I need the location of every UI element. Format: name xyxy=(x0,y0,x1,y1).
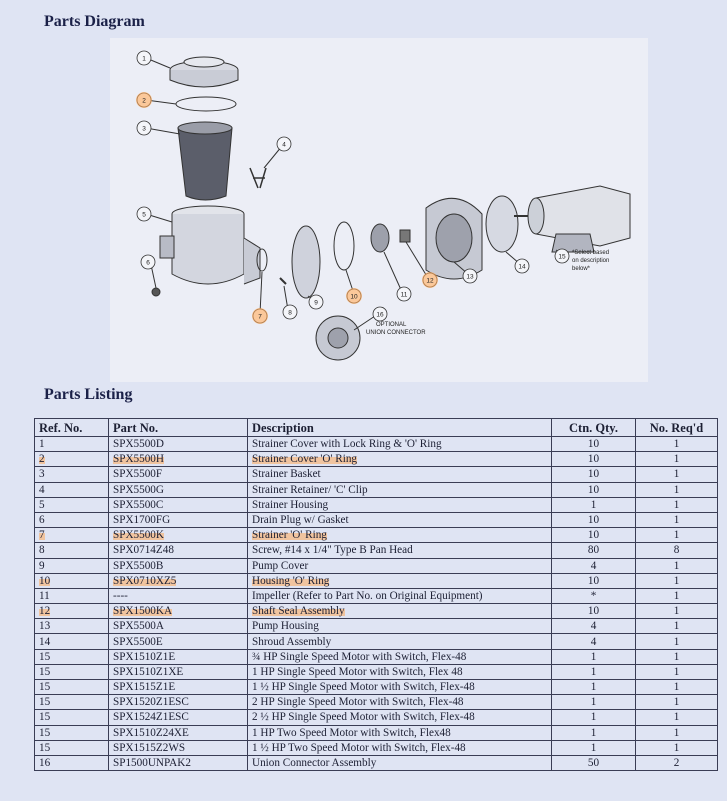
table-row xyxy=(35,710,718,725)
cell-ref-no: 4 xyxy=(35,482,109,497)
callout-7: 7 xyxy=(258,313,262,321)
callout-8: 8 xyxy=(288,309,292,317)
cell-description xyxy=(248,604,552,619)
header-no-reqd: No. Req'd xyxy=(636,419,718,437)
parts-diagram xyxy=(110,38,648,382)
cell-description: Screw, #14 x 1/4" Type B Pan Head xyxy=(248,543,552,558)
parts-table-body xyxy=(35,437,718,771)
cell-no-reqd: 1 xyxy=(636,740,718,755)
cell-no-reqd: 1 xyxy=(636,725,718,740)
cell-no-reqd: 1 xyxy=(636,619,718,634)
table-row xyxy=(35,725,718,740)
callout-2: 2 xyxy=(142,97,146,105)
cell-ctn-qty: 1 xyxy=(552,695,636,710)
cell-no-reqd: 1 xyxy=(636,528,718,543)
header-part-no: Part No. xyxy=(109,419,248,437)
cell-description: 1 ½ HP Single Speed Motor with Switch, Flex-48 xyxy=(248,680,552,695)
cell-ref-no: 9 xyxy=(35,558,109,573)
cell-ref-no: 11 xyxy=(35,588,109,603)
table-row xyxy=(35,543,718,558)
motor-note-line-3: below* xyxy=(572,266,591,272)
cell-ctn-qty: 80 xyxy=(552,543,636,558)
cell-ctn-qty: 50 xyxy=(552,755,636,770)
cell-ctn-qty: 1 xyxy=(552,740,636,755)
cell-part-no: SPX5500A xyxy=(109,619,248,634)
cell-no-reqd: 2 xyxy=(636,755,718,770)
cell-description: Strainer Basket xyxy=(248,467,552,482)
cell-ctn-qty: 10 xyxy=(552,452,636,467)
cell-no-reqd: 1 xyxy=(636,649,718,664)
table-row xyxy=(35,497,718,512)
cell-part-no: SPX5500B xyxy=(109,558,248,573)
table-row xyxy=(35,467,718,482)
table-row xyxy=(35,482,718,497)
cell-no-reqd: 1 xyxy=(636,558,718,573)
table-row xyxy=(35,664,718,679)
cell-no-reqd: 1 xyxy=(636,710,718,725)
cell-ref-no: 16 xyxy=(35,755,109,770)
cell-ctn-qty: 10 xyxy=(552,482,636,497)
cell-description xyxy=(248,528,552,543)
cell-part-no: SPX5500D xyxy=(109,437,248,452)
highlight-mark: Strainer Cover 'O' Ring xyxy=(252,453,358,466)
table-header-row xyxy=(35,419,718,437)
cell-ref-no: 15 xyxy=(35,725,109,740)
cell-part-no: SPX1700FG xyxy=(109,512,248,527)
callout-14: 14 xyxy=(518,263,526,271)
cell-ctn-qty: 10 xyxy=(552,512,636,527)
highlight-mark: 12 xyxy=(39,605,51,618)
cell-ref-no: 5 xyxy=(35,497,109,512)
cell-part-no: SPX1520Z1ESC xyxy=(109,695,248,710)
motor-note-line-2: on description xyxy=(572,258,610,264)
callout-4: 4 xyxy=(282,141,286,149)
cell-part-no: SPX1510Z1E xyxy=(109,649,248,664)
cell-ref-no: 15 xyxy=(35,649,109,664)
table-row xyxy=(35,558,718,573)
highlight-mark: SPX1500KA xyxy=(113,605,173,618)
cell-part-no: SP1500UNPAK2 xyxy=(109,755,248,770)
header-description: Description xyxy=(248,419,552,437)
cell-part-no: SPX5500E xyxy=(109,634,248,649)
highlight-mark: Housing 'O' Ring xyxy=(252,574,330,587)
cell-description: Pump Housing xyxy=(248,619,552,634)
cell-ref-no: 15 xyxy=(35,710,109,725)
cell-ref-no: 14 xyxy=(35,634,109,649)
cell-part-no: SPX1524Z1ESC xyxy=(109,710,248,725)
table-row xyxy=(35,755,718,770)
cell-ref-no: 15 xyxy=(35,695,109,710)
cell-description: 1 HP Two Speed Motor with Switch, Flex48 xyxy=(248,725,552,740)
cell-part-no xyxy=(109,573,248,588)
cell-ref-no: 15 xyxy=(35,664,109,679)
highlight-mark: SPX5500H xyxy=(113,453,164,466)
callout-15: 15 xyxy=(558,253,566,261)
cell-no-reqd: 1 xyxy=(636,604,718,619)
cell-part-no xyxy=(109,604,248,619)
cell-description: Strainer Housing xyxy=(248,497,552,512)
cell-no-reqd: 1 xyxy=(636,680,718,695)
cell-no-reqd: 1 xyxy=(636,512,718,527)
cell-description: 2 ½ HP Single Speed Motor with Switch, Flex-48 xyxy=(248,710,552,725)
highlight-mark: 2 xyxy=(39,453,45,466)
cell-part-no xyxy=(109,452,248,467)
callout-1: 1 xyxy=(142,55,146,63)
table-row xyxy=(35,619,718,634)
cell-no-reqd: 1 xyxy=(636,664,718,679)
cell-no-reqd: 1 xyxy=(636,482,718,497)
cell-ctn-qty: 1 xyxy=(552,680,636,695)
cell-description: Pump Cover xyxy=(248,558,552,573)
table-row xyxy=(35,740,718,755)
cell-ctn-qty: 1 xyxy=(552,725,636,740)
cell-part-no: SPX5500F xyxy=(109,467,248,482)
cell-part-no: SPX1510Z24XE xyxy=(109,725,248,740)
cell-description: Shroud Assembly xyxy=(248,634,552,649)
cell-part-no xyxy=(109,528,248,543)
cell-ctn-qty: 4 xyxy=(552,558,636,573)
parts-table xyxy=(34,418,718,771)
cell-ctn-qty: 1 xyxy=(552,649,636,664)
highlight-mark: SPX0710XZ5 xyxy=(113,574,177,587)
cell-ref-no xyxy=(35,528,109,543)
cell-description: Union Connector Assembly xyxy=(248,755,552,770)
cell-ctn-qty: 4 xyxy=(552,619,636,634)
listing-title: Parts Listing xyxy=(44,386,133,403)
cell-description: Strainer Cover with Lock Ring & 'O' Ring xyxy=(248,437,552,452)
highlight-mark: 7 xyxy=(39,529,45,542)
highlight-mark: Strainer 'O' Ring xyxy=(252,529,327,542)
cell-ref-no: 1 xyxy=(35,437,109,452)
cell-ref-no: 8 xyxy=(35,543,109,558)
cell-ref-no xyxy=(35,452,109,467)
callout-11: 11 xyxy=(400,291,408,299)
cell-ref-no: 3 xyxy=(35,467,109,482)
cell-no-reqd: 8 xyxy=(636,543,718,558)
motor-note-line-1: *Select based xyxy=(572,250,610,256)
callout-5: 5 xyxy=(142,211,146,219)
callout-6: 6 xyxy=(146,259,150,267)
cell-description: 1 ½ HP Two Speed Motor with Switch, Flex-48 xyxy=(248,740,552,755)
cell-ref-no: 6 xyxy=(35,512,109,527)
cell-ctn-qty: 1 xyxy=(552,497,636,512)
callout-3: 3 xyxy=(142,125,146,133)
cell-part-no: SPX5500C xyxy=(109,497,248,512)
cell-description: 1 HP Single Speed Motor with Switch, Flex 48 xyxy=(248,664,552,679)
table-row xyxy=(35,634,718,649)
callout-12: 12 xyxy=(426,277,434,285)
cell-no-reqd: 1 xyxy=(636,573,718,588)
cell-no-reqd: 1 xyxy=(636,497,718,512)
cell-part-no: SPX1510Z1XE xyxy=(109,664,248,679)
cell-no-reqd: 1 xyxy=(636,695,718,710)
cell-ref-no: 13 xyxy=(35,619,109,634)
cell-no-reqd: 1 xyxy=(636,634,718,649)
exploded-pump-drawing xyxy=(110,38,648,382)
table-row xyxy=(35,512,718,527)
header-ref-no: Ref. No. xyxy=(35,419,109,437)
cell-description: 2 HP Single Speed Motor with Switch, Flex-48 xyxy=(248,695,552,710)
highlight-mark: Shaft Seal Assembly xyxy=(252,605,345,618)
table-row xyxy=(35,649,718,664)
table-row xyxy=(35,437,718,452)
cell-ctn-qty: 10 xyxy=(552,573,636,588)
union-label-line-1: OPTIONAL xyxy=(376,322,407,328)
header-ctn-qty: Ctn. Qty. xyxy=(552,419,636,437)
cell-no-reqd: 1 xyxy=(636,588,718,603)
cell-description xyxy=(248,452,552,467)
table-row xyxy=(35,588,718,603)
cell-ctn-qty: 1 xyxy=(552,664,636,679)
cell-ctn-qty: 10 xyxy=(552,467,636,482)
cell-part-no: ---- xyxy=(109,588,248,603)
cell-description: Impeller (Refer to Part No. on Original Equipment) xyxy=(248,588,552,603)
cell-part-no: SPX1515Z1E xyxy=(109,680,248,695)
callout-10: 10 xyxy=(350,293,358,301)
cell-part-no: SPX5500G xyxy=(109,482,248,497)
cell-ctn-qty: 10 xyxy=(552,604,636,619)
table-row xyxy=(35,604,718,619)
table-row xyxy=(35,452,718,467)
cell-no-reqd: 1 xyxy=(636,467,718,482)
table-row xyxy=(35,573,718,588)
cell-description: Strainer Retainer/ 'C' Clip xyxy=(248,482,552,497)
cell-description: Drain Plug w/ Gasket xyxy=(248,512,552,527)
cell-no-reqd: 1 xyxy=(636,452,718,467)
highlight-mark: SPX5500K xyxy=(113,529,164,542)
callout-13: 13 xyxy=(466,273,474,281)
cell-ctn-qty: 1 xyxy=(552,710,636,725)
cell-no-reqd: 1 xyxy=(636,437,718,452)
cell-ctn-qty: 4 xyxy=(552,634,636,649)
callout-9: 9 xyxy=(314,299,318,307)
diagram-title: Parts Diagram xyxy=(44,13,145,30)
cell-ref-no: 15 xyxy=(35,740,109,755)
cell-ref-no xyxy=(35,604,109,619)
table-row xyxy=(35,528,718,543)
cell-ctn-qty: * xyxy=(552,588,636,603)
union-label-line-2: UNION CONNECTOR xyxy=(366,330,426,336)
callout-16: 16 xyxy=(376,311,384,319)
table-row xyxy=(35,695,718,710)
cell-part-no: SPX0714Z48 xyxy=(109,543,248,558)
cell-description: ¾ HP Single Speed Motor with Switch, Flex-48 xyxy=(248,649,552,664)
cell-ctn-qty: 10 xyxy=(552,528,636,543)
cell-ref-no xyxy=(35,573,109,588)
highlight-mark: 10 xyxy=(39,574,51,587)
cell-description xyxy=(248,573,552,588)
table-row xyxy=(35,680,718,695)
cell-part-no: SPX1515Z2WS xyxy=(109,740,248,755)
cell-ctn-qty: 10 xyxy=(552,437,636,452)
cell-ref-no: 15 xyxy=(35,680,109,695)
